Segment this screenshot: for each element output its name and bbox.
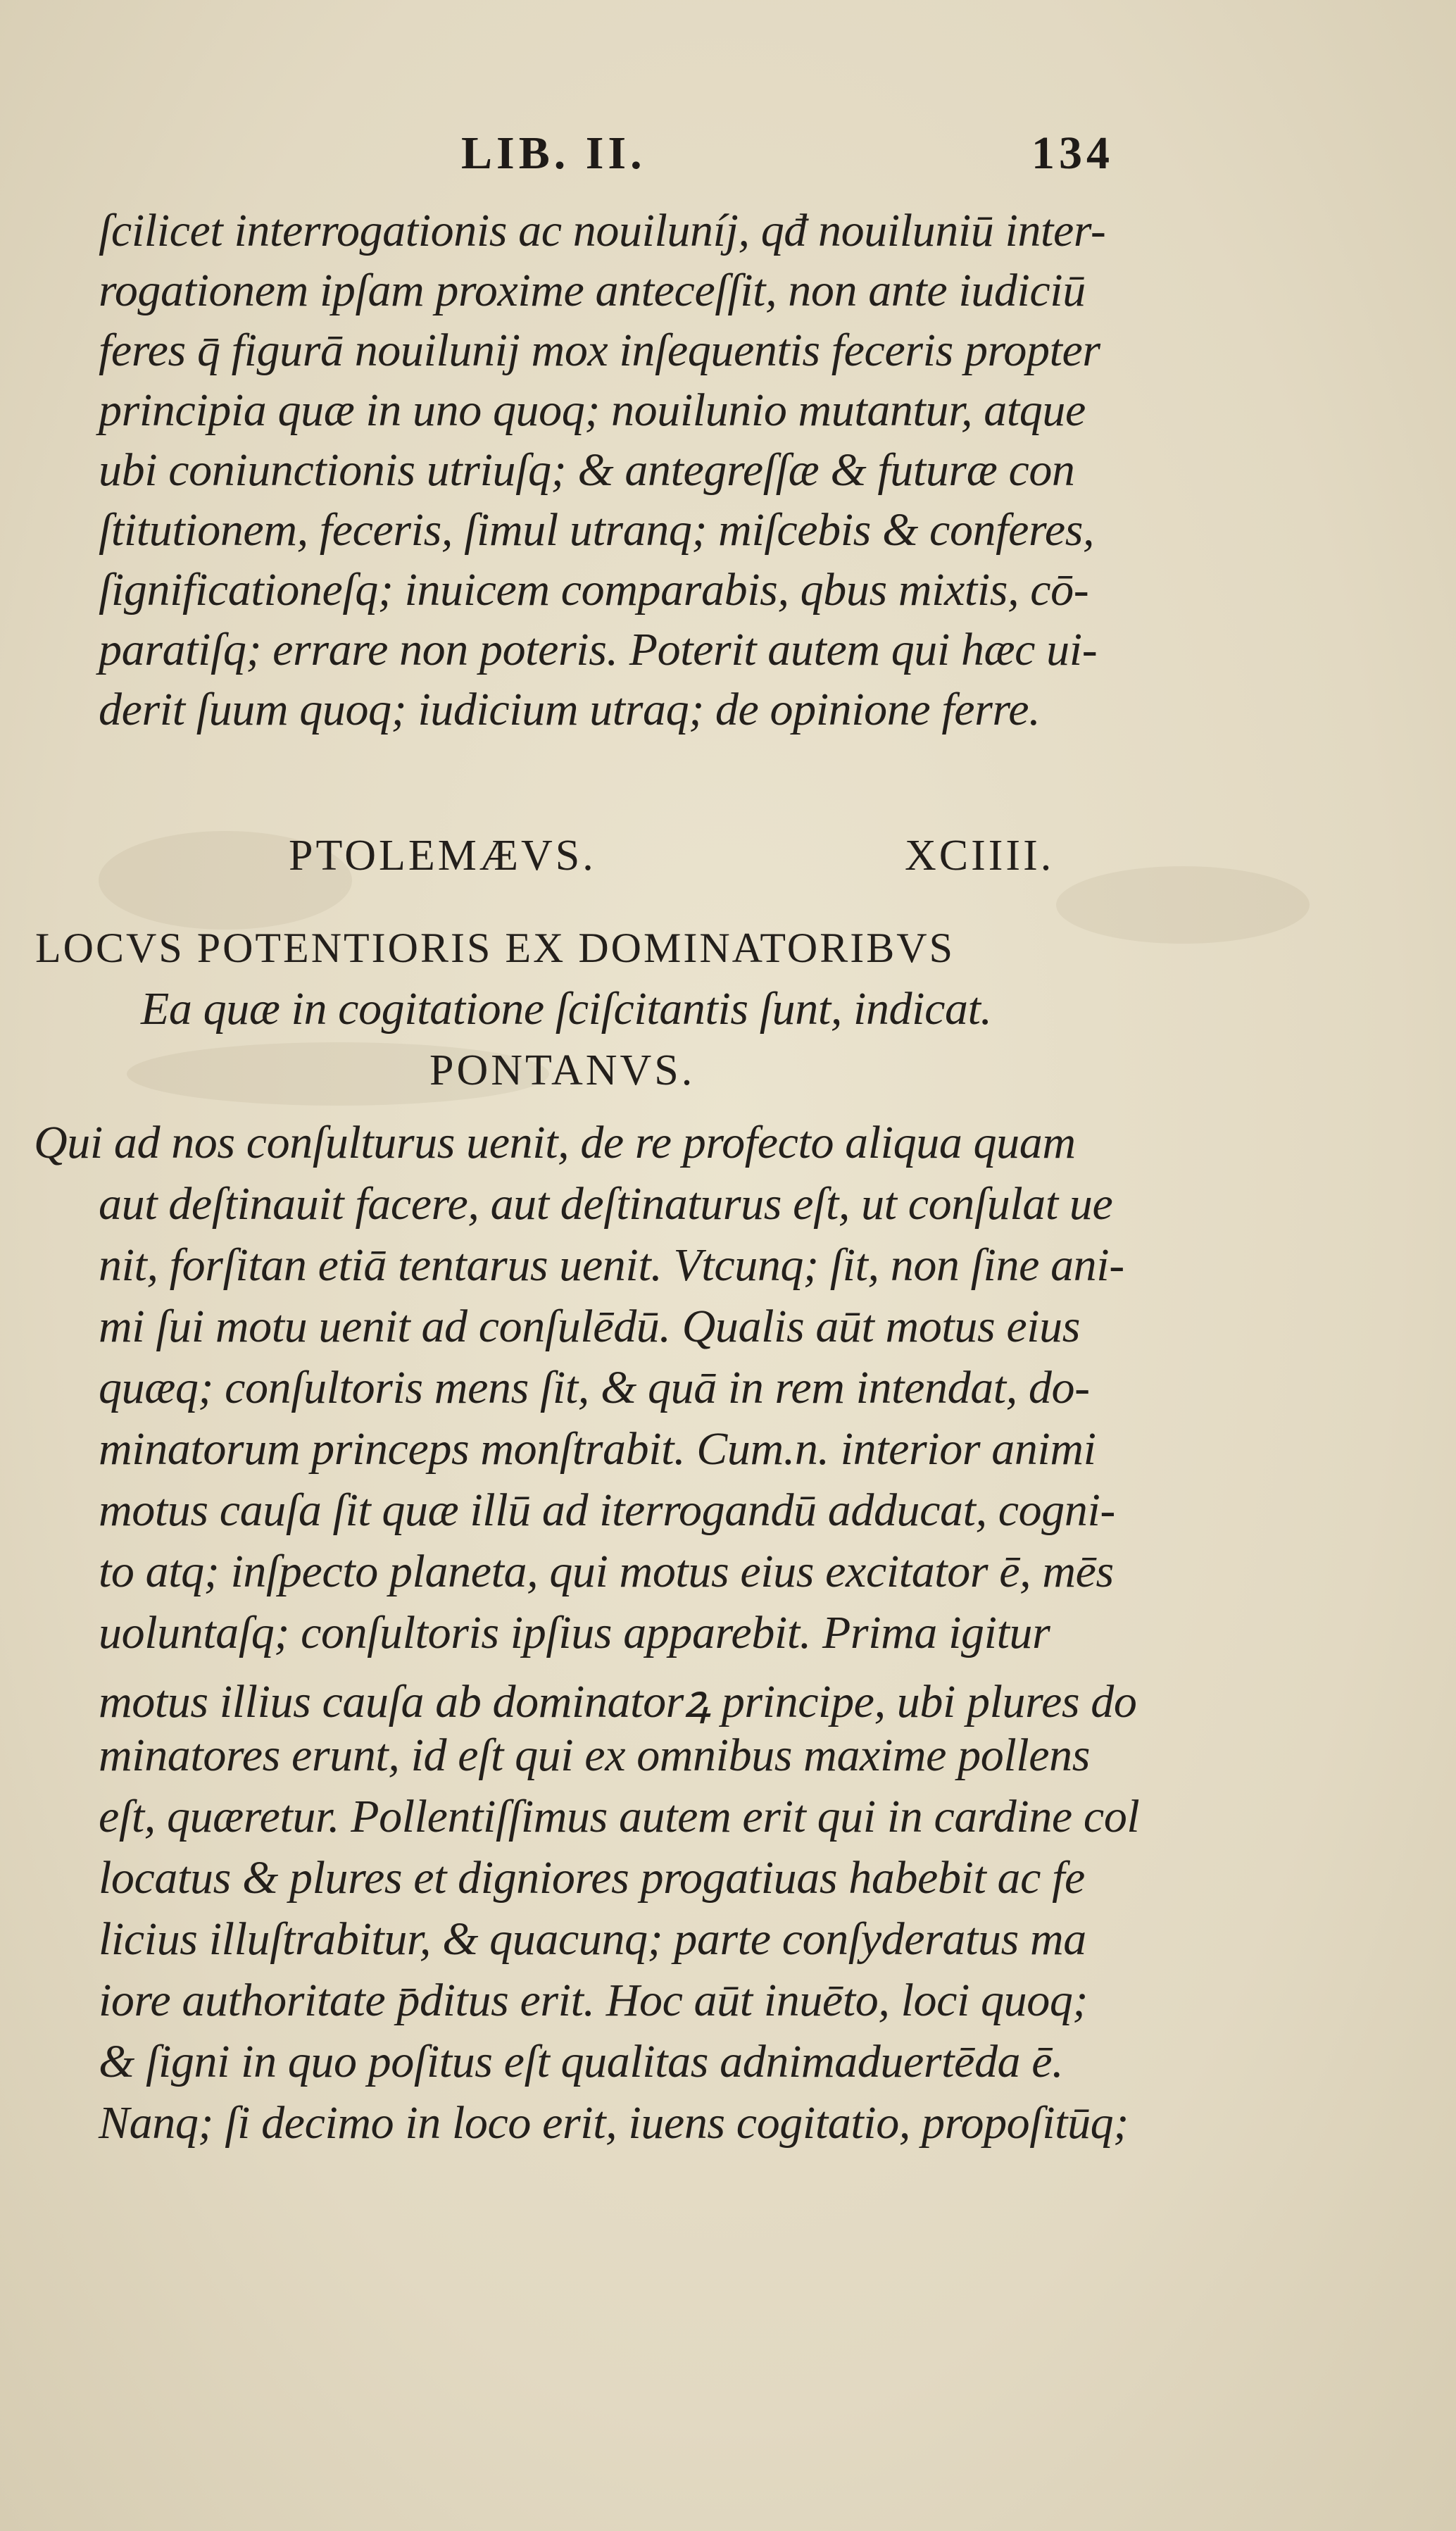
text-line: quæq; conſultoris mens ſit, & quā in rem intendat, do-	[99, 1362, 1090, 1413]
text-line: derit ſuum quoq; iudicium utraq; de opinione ferre.	[99, 684, 1041, 735]
text-line: uoluntaſq; conſultoris ipſius apparebit. Prima igitur	[99, 1607, 1050, 1658]
text-line: minatores erunt, id eſt qui ex omnibus maxime pollens	[99, 1730, 1090, 1781]
folio-number: 134	[1031, 127, 1114, 179]
text-line: to atq; inſpecto planeta, qui motus eius excitator ē, mēs	[99, 1546, 1114, 1597]
text-line: ſtitutionem, feceris, ſimul utranq; miſcebis & conferes,	[99, 504, 1095, 556]
text-line: minatorum princeps monſtrabit. Cum.n. interior animi	[99, 1423, 1096, 1475]
text-line: aut deſtinauit facere, aut deſtinaturus eſt, ut conſulat ue	[99, 1178, 1113, 1230]
text-line: licius illuſtrabitur, & quacunq; parte conſyderatus ma	[99, 1913, 1086, 1965]
section-number: XCIIII.	[905, 832, 1055, 880]
commentary-author-heading: PONTANVS.	[429, 1046, 696, 1094]
text-line: paratiſq; errare non poteris. Poterit autem qui hæc ui-	[99, 624, 1098, 675]
text-line: locatus & plures et digniores progatiuas habebit ac fe	[99, 1852, 1085, 1904]
text-line: ubi coniunctionis utriuſq; & antegreſſæ & futuræ con	[99, 444, 1075, 496]
text-line: motus cauſa ſit quæ illū ad iterrogandū adducat, cogni-	[99, 1485, 1115, 1536]
text-line: & ſigni in quo poſitus eſt qualitas adnimaduertēda ē.	[99, 2036, 1064, 2087]
text-line: iore authoritate p̄ditus erit. Hoc aūt inuēto, loci quoq;	[99, 1975, 1088, 2026]
text-line: ſignificationeſq; inuicem comparabis, qbus mixtis, cō-	[99, 564, 1089, 615]
text-line: ſcilicet interrogationis ac nouiluníj, qđ nouiluniū inter-	[99, 205, 1106, 256]
section-author-heading: PTOLEMÆVS.	[289, 832, 596, 880]
text-line: Nanq; ſi decimo in loco erit, iuens cogitatio, propoſitūq;	[99, 2097, 1129, 2149]
aphorism-subtitle: Ea quæ in cogitatione ſciſcitantis ſunt, indicat.	[141, 983, 992, 1035]
text-line: mi ſui motu uenit ad conſulēdū. Qualis aūt motus eius	[99, 1301, 1081, 1352]
text-line: eſt, quæretur. Pollentiſſimus autem erit qui in cardine col	[99, 1791, 1140, 1842]
text-line: Qui ad nos conſulturus uenit, de re profecto aliqua quam	[34, 1117, 1076, 1168]
text-line: nit, forſitan etiā tentarus uenit. Vtcunq; ſit, non ſine ani-	[99, 1239, 1124, 1291]
text-line: feres q̄ figurā nouilunij mox inſequentis feceris propter	[99, 325, 1100, 376]
text-line: motus illius cauſa ab dominatorꝝ principe, ubi plures do	[99, 1676, 1137, 1727]
text-line: rogationem ipſam proxime anteceſſit, non ante iudiciū	[99, 265, 1086, 316]
text-line: principia quæ in uno quoq; nouilunio mutantur, atque	[99, 385, 1086, 436]
page-stain	[1056, 866, 1310, 944]
running-head-book: LIB. II.	[461, 127, 646, 179]
aphorism-title: LOCVS POTENTIORIS EX DOMINATORIBVS	[35, 925, 955, 971]
